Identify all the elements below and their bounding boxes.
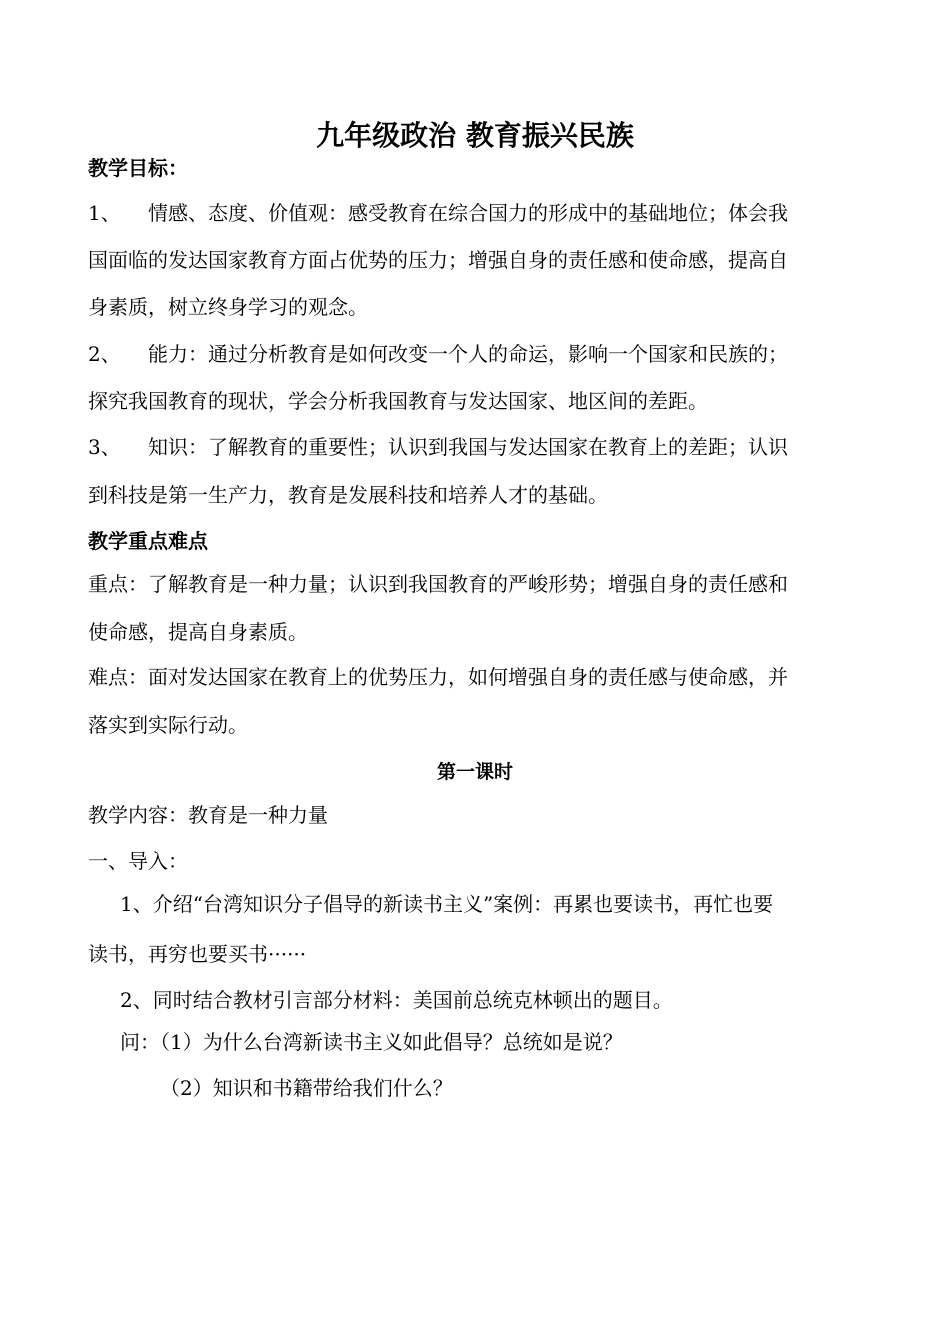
difficulty-line-1: 难点：面对发达国家在教育上的优势压力，如何增强自身的责任感与使命感，并 bbox=[88, 665, 788, 689]
objective-2-text: 能力：通过分析教育是如何改变一个人的命运，影响一个国家和民族的； bbox=[148, 342, 788, 366]
objective-3-line-1 bbox=[88, 432, 788, 462]
objectives-heading: 教学目标： bbox=[88, 156, 188, 180]
objective-1-line-2: 国面临的发达国家教育方面占优势的压力；增强自身的责任感和使命感，提高自 bbox=[88, 248, 788, 272]
lesson-content: 教学内容：教育是一种力量 bbox=[88, 803, 328, 827]
key-points-heading: 教学重点难点 bbox=[88, 529, 208, 553]
difficulty-line-2: 落实到实际行动。 bbox=[88, 713, 248, 737]
intro-step-2: 2、同时结合教材引言部分材料：美国前总统克林顿出的题目。 bbox=[120, 988, 673, 1012]
intro-step-1-line-1: 1、介绍“台湾知识分子倡导的新读书主义”案例：再累也要读书，再忙也要 bbox=[120, 892, 774, 916]
intro-step-1-line-2: 读书，再穷也要买书······ bbox=[88, 942, 307, 966]
objective-3-line-2: 到科技是第一生产力，教育是发展科技和培养人才的基础。 bbox=[88, 483, 608, 507]
objective-3-number: 3、 bbox=[88, 435, 121, 459]
objective-1-line-1 bbox=[88, 198, 788, 228]
objective-2-number: 2、 bbox=[88, 342, 121, 366]
focus-line-1: 重点：了解教育是一种力量；认识到我国教育的严峻形势；增强自身的责任感和 bbox=[88, 572, 788, 596]
objective-2-line-1 bbox=[88, 339, 788, 369]
intro-heading: 一、导入： bbox=[88, 849, 188, 873]
objective-3-text: 知识：了解教育的重要性；认识到我国与发达国家在教育上的差距；认识 bbox=[148, 435, 788, 459]
question-1: 问：（1）为什么台湾新读书主义如此倡导？总统如是说？ bbox=[120, 1030, 623, 1054]
objective-1-text: 情感、态度、价值观：感受教育在综合国力的形成中的基础地位；体会我 bbox=[148, 201, 788, 225]
objective-1-number: 1、 bbox=[88, 201, 121, 225]
lesson-heading: 第一课时 bbox=[436, 761, 513, 783]
objective-2-line-2: 探究我国教育的现状，学会分析我国教育与发达国家、地区间的差距。 bbox=[88, 389, 708, 413]
question-2: （2）知识和书籍带给我们什么？ bbox=[160, 1076, 453, 1100]
objective-1-line-3: 身素质，树立终身学习的观念。 bbox=[88, 295, 368, 319]
document-title: 九年级政治 教育振兴民族 bbox=[316, 119, 634, 152]
focus-line-2: 使命感，提高自身素质。 bbox=[88, 620, 308, 644]
